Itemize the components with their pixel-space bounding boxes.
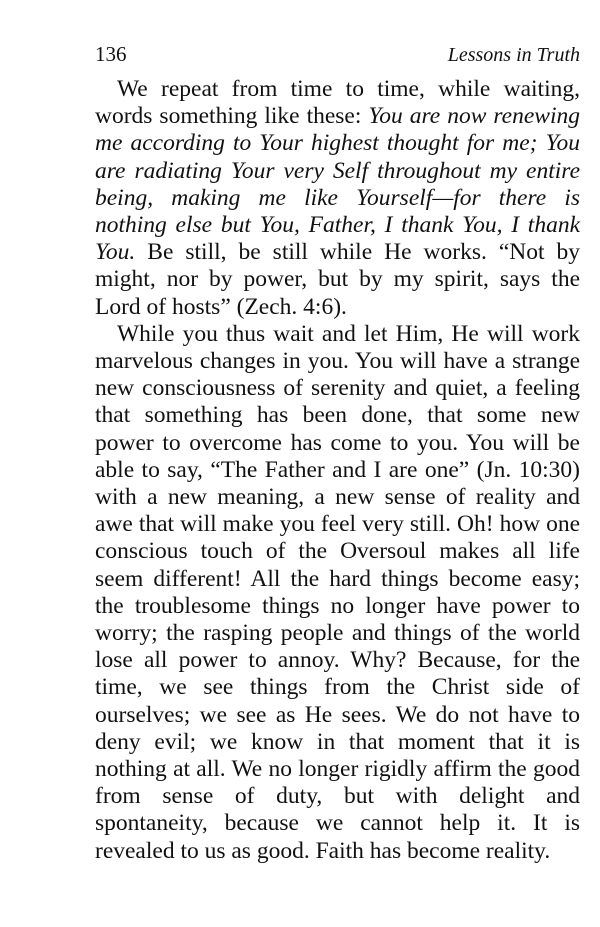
- paragraph-2: While you thus wait and let Him, He will work marvelous changes in you. You will have a strange new consciousness of serenity and quiet, a feeling that something has been done, that some new power to overcome has come to you. You will be able to say, “The Father and I are one” (Jn. 10:30) with a new meaning, a new sense of reality and awe that will make you feel very still. Oh! how one conscious touch of the Oversoul makes all life seem different! All the hard things become easy; the troublesome things no longer have power to worry; the rasping people and things of the world lose all power to annoy. Why? Because, for the time, we see things from the Christ side of ourselves; we see as He sees. We do not have to deny evil; we know in that moment that it is nothing at all. We no longer rigidly affirm the good from sense of duty, but with delight and spontaneity, because we cannot help it. It is revealed to us as good. Faith has become reality.: [95, 320, 580, 864]
- paragraph-1-intro: We repeat from time to time, while waiting, words something like these:: [95, 76, 580, 130]
- paragraph-1: [95, 76, 580, 321]
- paragraph-1-prayer: You are now renewing me according to Your highest thought for me; You are radiating Your very Self throughout my entire being, making me like Yourself—for there is nothing else but You, Father, I thank You, I thank You.: [95, 103, 580, 266]
- page-header: [95, 42, 580, 76]
- body-text: [95, 76, 580, 865]
- running-head: Lessons in Truth: [447, 44, 580, 66]
- page-number: 136: [95, 42, 127, 66]
- book-page: [95, 42, 580, 865]
- paragraph-1-close: Be still, be still while He works. “Not by might, nor by power, but by my spirit, says the Lord of hosts” (Zech. 4:6).: [95, 239, 580, 320]
